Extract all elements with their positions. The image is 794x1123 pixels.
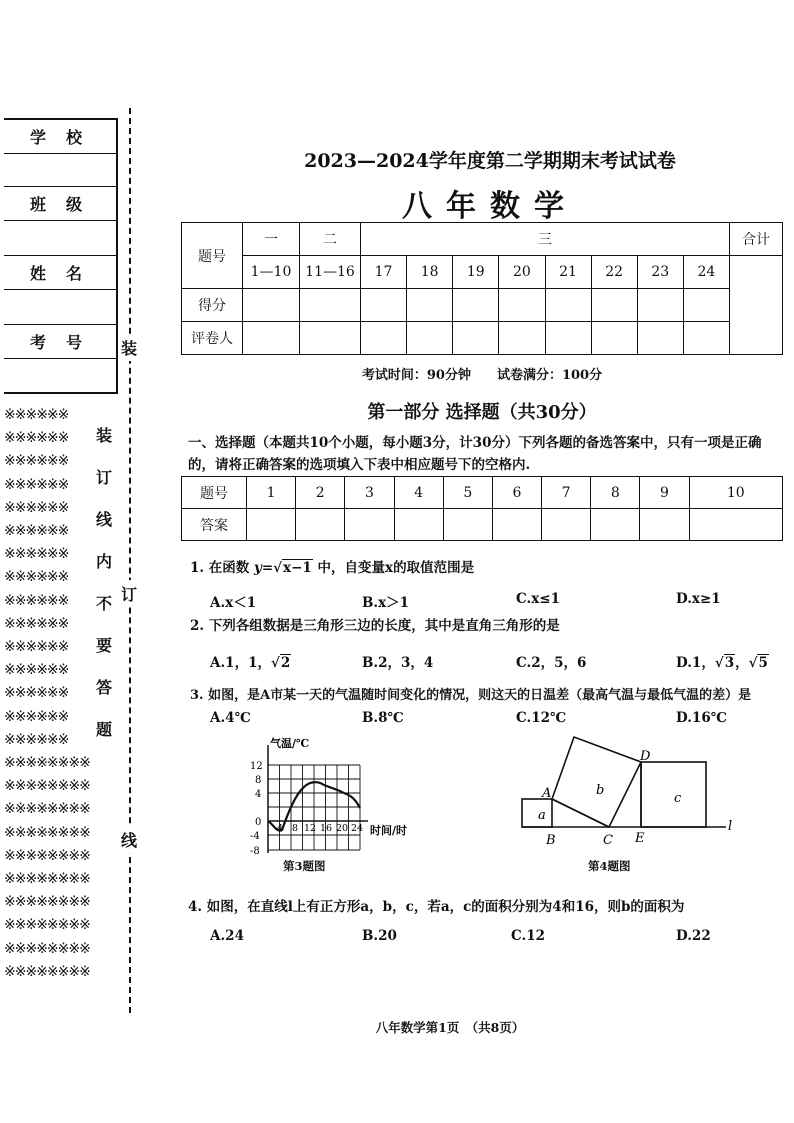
answer-table-num-label: 题号 [182, 477, 247, 509]
part1-instructions: 一、选择题（本题共10个小题，每小题3分，计30分）下列各题的备选答案中，只有一项是正确的，请将正确答案的选项填入下表中相应题号下的空格内. [188, 435, 762, 473]
answer-num: 2 [296, 477, 345, 509]
id-label: 考号 [30, 333, 103, 352]
fig3-ytick: -8 [250, 846, 260, 855]
fig3-ytick: 8 [255, 775, 262, 786]
x-row: ※※※※※※※※ [4, 940, 90, 957]
binding-line [129, 108, 131, 1013]
x-row: ※※※※※※ [4, 499, 69, 516]
grader-cell[interactable] [637, 322, 683, 355]
q3-option-c: C.12℃ [516, 710, 567, 726]
q2-d-rad1: 3 [724, 655, 735, 671]
total-score-cell[interactable] [730, 256, 783, 355]
score-table-num-label: 题号 [182, 223, 243, 289]
answer-num: 9 [640, 477, 689, 509]
answer-num: 7 [542, 477, 591, 509]
page-footer: 八年数学第1页 （共8页） [375, 1020, 525, 1035]
fig3-ytick: 4 [255, 789, 262, 800]
exam-title: 2023—2024学年度第二学期期末考试试卷 [304, 150, 676, 172]
fig3-temperature-graph [240, 735, 430, 855]
q2-option-b: B.2，3，4 [362, 655, 434, 671]
x-row: ※※※※※※ [4, 615, 69, 632]
q3-option-d: D.16℃ [676, 710, 727, 726]
range-cell: 1—10 [243, 256, 300, 289]
x-row: ※※※※※※ [4, 685, 69, 702]
q4-option-d: D.22 [676, 928, 711, 944]
answer-cell[interactable] [247, 509, 296, 541]
answer-table-ans-label: 答案 [182, 509, 247, 541]
grader-label: 评卷人 [182, 322, 243, 355]
answer-cell[interactable] [542, 509, 591, 541]
exam-info: 考试时间：90分钟 试卷满分：100分 [361, 368, 603, 383]
q3-option-b: B.8℃ [362, 710, 404, 726]
answer-num: 5 [443, 477, 492, 509]
x-row: ※※※※※※ [4, 453, 69, 470]
answer-cell[interactable] [492, 509, 541, 541]
answer-cell[interactable] [296, 509, 345, 541]
name-label-row [4, 256, 116, 290]
answer-num: 4 [394, 477, 443, 509]
q1-option-a: A.x＜1 [210, 595, 257, 611]
q4-option-a: A.24 [210, 928, 244, 944]
fig4-label-B: B [546, 833, 556, 848]
school-label: 学校 [30, 128, 103, 147]
warning-char: 线 [96, 510, 113, 529]
grader-cell[interactable] [407, 322, 453, 355]
no-answer-warning [96, 423, 116, 759]
x-row: ※※※※※※※※ [4, 894, 90, 911]
fig3-xtick: 24 [351, 823, 364, 834]
q2-option-c: C.2，5，6 [516, 655, 587, 671]
fig4-label-E: E [635, 831, 645, 846]
answer-cell[interactable] [640, 509, 689, 541]
x-row: ※※※※※※※※ [4, 963, 90, 980]
score-cell[interactable] [300, 289, 361, 322]
grader-cell[interactable] [499, 322, 545, 355]
x-row: ※※※※※※ [4, 523, 69, 540]
x-row: ※※※※※※※※ [4, 871, 90, 888]
section-1-header: 一 [243, 223, 300, 256]
x-row: ※※※※※※ [4, 407, 69, 423]
fig3-xlabel: 时间/时 [370, 824, 408, 837]
class-label-row [4, 187, 116, 221]
grader-cell[interactable] [453, 322, 499, 355]
q2-option-a: A.1，1，√2 [210, 655, 291, 671]
answer-num: 8 [591, 477, 640, 509]
fig4-segment-ac [552, 799, 609, 827]
score-label: 得分 [182, 289, 243, 322]
x-row: ※※※※※※※※ [4, 755, 90, 772]
warning-char: 订 [96, 468, 113, 487]
x-row: ※※※※※※※※ [4, 847, 90, 864]
score-cell[interactable] [637, 289, 683, 322]
fig4-square-b [552, 737, 641, 827]
part1-title: 第一部分 选择题（共30分） [367, 402, 597, 423]
fig4-label-c: c [674, 791, 682, 806]
warning-char: 要 [96, 636, 113, 655]
x-row: ※※※※※※※※ [4, 778, 90, 795]
total-header: 合计 [730, 223, 783, 256]
fig4-square-a [522, 799, 552, 827]
class-blank[interactable] [4, 221, 116, 256]
q2-a-rad: 2 [280, 655, 291, 671]
score-cell[interactable] [545, 289, 591, 322]
fig3-ylabel: 气温/℃ [270, 737, 310, 750]
fig3-xtick: 20 [336, 823, 349, 834]
question-4: 4. 如图，在直线l上有正方形a，b，c，若a，c的面积分别为4和16，则b的面积为 [188, 899, 685, 915]
answer-cell[interactable] [689, 509, 782, 541]
x-row: ※※※※※※※※ [4, 917, 90, 934]
range-cell: 22 [591, 256, 637, 289]
binding-char-1: 装 [121, 334, 137, 361]
question-2: 2. 下列各组数据是三角形三边的长度，其中是直角三角形的是 [190, 618, 560, 634]
question-3: 3. 如图，是A市某一天的气温随时间变化的情况，则这天的日温差（最高气温与最低气温的差）是 [190, 688, 752, 703]
fig3-caption: 第3题图 [283, 859, 326, 873]
grader-cell[interactable] [361, 322, 407, 355]
x-row: ※※※※※※ [4, 476, 69, 493]
warning-char: 题 [96, 720, 113, 739]
range-cell: 17 [361, 256, 407, 289]
q3-option-a: A.4℃ [210, 710, 251, 726]
x-row: ※※※※※※※※ [4, 824, 90, 841]
warning-char: 装 [96, 426, 113, 445]
q1-option-b: B.x＞1 [362, 595, 410, 611]
fig3-xtick: 16 [320, 823, 333, 834]
x-row: ※※※※※※※※ [4, 801, 90, 818]
q1-suffix: 中，自变量x的取值范围是 [317, 560, 475, 576]
x-row: ※※※※※※ [4, 430, 69, 447]
class-label: 班级 [30, 195, 103, 214]
binding-char-3: 线 [121, 826, 137, 853]
fig4-label-l: l [728, 819, 733, 834]
grader-cell[interactable] [591, 322, 637, 355]
school-blank[interactable] [4, 154, 116, 187]
x-row: ※※※※※※ [4, 569, 69, 586]
answer-cell[interactable] [443, 509, 492, 541]
x-row: ※※※※※※ [4, 546, 69, 563]
q4-option-c: C.12 [511, 928, 545, 944]
range-cell: 24 [683, 256, 729, 289]
answer-table [181, 476, 783, 541]
range-cell: 20 [499, 256, 545, 289]
fig3-ytick: 0 [255, 817, 262, 828]
fig3-xtick: 12 [304, 823, 317, 834]
score-cell[interactable] [453, 289, 499, 322]
q2-option-d: D.1，√3，√5 [676, 655, 768, 671]
range-cell: 11—16 [300, 256, 361, 289]
range-cell: 23 [637, 256, 683, 289]
warning-char: 不 [96, 594, 113, 613]
score-cell[interactable] [683, 289, 729, 322]
grader-cell[interactable] [683, 322, 729, 355]
answer-num: 1 [247, 477, 296, 509]
x-row: ※※※※※※ [4, 639, 69, 656]
fig4-label-A: A [542, 786, 552, 801]
fig3-xtick: 8 [292, 823, 299, 834]
range-cell: 21 [545, 256, 591, 289]
range-cell: 18 [407, 256, 453, 289]
name-label: 姓名 [30, 264, 103, 283]
fig4-label-C: C [603, 833, 613, 848]
section-3-header: 三 [361, 223, 730, 256]
range-cell: 19 [453, 256, 499, 289]
fig3-ytick: -4 [250, 831, 260, 842]
answer-num: 10 [689, 477, 782, 509]
answer-cell[interactable] [394, 509, 443, 541]
q2-d-text: D.1， [676, 655, 715, 671]
grader-cell[interactable] [243, 322, 300, 355]
fig3-grid [268, 765, 360, 850]
q1-option-d: D.x≥1 [676, 591, 721, 607]
binding-char-2: 订 [121, 580, 137, 607]
score-ranges-row [182, 256, 783, 289]
q1-eq: = [261, 560, 274, 576]
score-cell[interactable] [243, 289, 300, 322]
fig4-caption: 第4题图 [588, 859, 631, 873]
section-2-header: 二 [300, 223, 361, 256]
q2-d-rad2: 5 [758, 655, 768, 671]
grader-cell[interactable] [545, 322, 591, 355]
fig4-label-D: D [640, 749, 651, 764]
q1-radicand: x−1 [283, 560, 312, 576]
score-cell[interactable] [407, 289, 453, 322]
q1-prefix: 1. 在函数 [190, 560, 250, 576]
q1-option-c: C.x≤1 [516, 591, 560, 607]
student-info-box [4, 118, 118, 394]
score-cell[interactable] [591, 289, 637, 322]
answer-cell[interactable] [591, 509, 640, 541]
q1-y: y [254, 560, 262, 576]
x-row: ※※※※※※ [4, 731, 69, 748]
answer-cell[interactable] [345, 509, 394, 541]
answer-num: 3 [345, 477, 394, 509]
grader-cell[interactable] [300, 322, 361, 355]
school-label-row [4, 120, 116, 154]
q2-d-sep: ， [735, 655, 749, 671]
question-1: 1. 在函数 y=√x−1 中，自变量x的取值范围是 [190, 560, 475, 576]
fig3-xtick: 4 [277, 823, 284, 834]
name-blank[interactable] [4, 290, 116, 325]
fig4-squares-diagram [512, 732, 742, 850]
x-row: ※※※※※※ [4, 662, 69, 679]
id-label-row [4, 325, 116, 359]
subject-title: 八年数学 [402, 189, 578, 224]
score-cell[interactable] [361, 289, 407, 322]
fig4-label-a: a [538, 808, 546, 823]
fig4-label-b: b [596, 783, 605, 798]
answer-num: 6 [492, 477, 541, 509]
q2-a-text: A.1，1， [210, 655, 271, 671]
fig3-ytick: 12 [250, 761, 263, 772]
score-cell[interactable] [499, 289, 545, 322]
score-table [181, 222, 783, 355]
x-row: ※※※※※※ [4, 708, 69, 725]
warning-char: 内 [96, 552, 113, 571]
warning-char: 答 [96, 678, 113, 697]
q4-option-b: B.20 [362, 928, 397, 944]
x-row: ※※※※※※ [4, 592, 69, 609]
